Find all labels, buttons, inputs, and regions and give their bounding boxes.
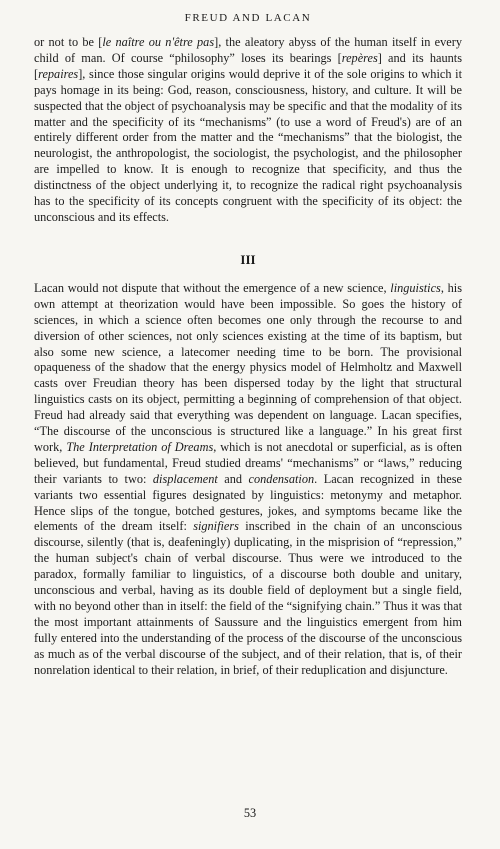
italic-run: displacement <box>152 471 218 486</box>
section-number: III <box>240 251 256 267</box>
text-run: Lacan would not dispute that without the emergence of a new science, <box>34 280 391 295</box>
running-head: FREUD AND LACAN <box>184 12 312 24</box>
text-run: . Lacan recognized in these variants two essential figures designated by linguistics: metonymy and metaphor. Hence slips of the tongue, botched gestures, jokes, and symptoms became like the elements of the dream itself: <box>34 471 462 534</box>
text-run: ] and its haunts [ <box>34 50 462 81</box>
text-run: inscribed in the chain of an unconscious discourse, silently (that is, deafeningly) duplicating, in the misprision of “repression,” the human subject's chain of verbal discourse. Thus were we introduced to the paradox, formally familiar to linguistics, of a discourse both double and unitary, unconscious and verbal, having as its double field of deployment but a single field, with no beyond other than in itself: the field of the “signifying chain.” Thus it was that the most important attainments of Saussure and the linguistics emergent from him fully entered into the understanding of the process of the discourse of the unconscious as much as of the verbal discourse of the subject, and of their relation, that is, of their nonrelation identical to their relation, in brief, of their reduplication and disjuncture. <box>34 519 462 677</box>
paragraph-1 <box>34 35 462 226</box>
italic-run: linguistics <box>390 280 441 295</box>
italic-run: The Interpretation of Dreams <box>66 439 214 454</box>
italic-run: signifiers <box>193 519 239 534</box>
italic-run: repères <box>341 50 378 65</box>
paragraph-2 <box>34 281 462 679</box>
italic-run: condensation <box>248 471 315 486</box>
italic-run: le naître ou n'être pas <box>102 35 215 49</box>
page-number: 53 <box>243 806 257 820</box>
text-run: , his own attempt at theorization would have been impossible. So goes the history of sciences, in which a science often becomes one only through the recourse to and diversion of other sciences, not only sciences existing at the time of its baptism, but also some new science, a latecomer needing time to be born. The provisional opaqueness of the shadow that the energy physics model of Helmholtz and Maxwell casts over Freudian theory has been dispersed today by the light that structural linguistics casts on its object, permitting a beginning of comprehension of that object. Freud had already said that everything was dependent on language. Lacan specifies, “The discourse of the unconscious is structured like a language.” In his great first work, <box>34 280 462 454</box>
text-run: ], the aleatory abyss of the human itself in every child of man. Of course “philosophy” loses its bearings [ <box>34 35 462 65</box>
text-run: , which is not anecdotal or superficial, as is often believed, but fundamental, Freud studied dreams' “mechanisms” or “laws,” reducing their variants to two: <box>34 439 462 486</box>
text-run: and <box>217 471 249 486</box>
text-run: or not to be [ <box>34 35 103 49</box>
text-run: ], since those singular origins would deprive it of the sole origins to which it pays homage in its being: God, reason, consciousness, history, and culture. It will be suspected that the object of psychoanalysis may be specific and that the modality of its matter and the specificity of its “mechanisms” (to use a word of Freud's) are of an entirely different order from the matter and the “mechanisms” that the biologist, the neurologist, the anthropologist, the sociologist, the psychologist, and the philosopher are impelled to know. It is enough to recognize that specificity, and thus the distinctness of the object underlying it, to recognize the radical right psychoanalysis has to the specificity of its concepts congruent with the specificity of its object: the unconscious and its effects. <box>34 66 462 224</box>
italic-run: repaires <box>38 66 79 81</box>
